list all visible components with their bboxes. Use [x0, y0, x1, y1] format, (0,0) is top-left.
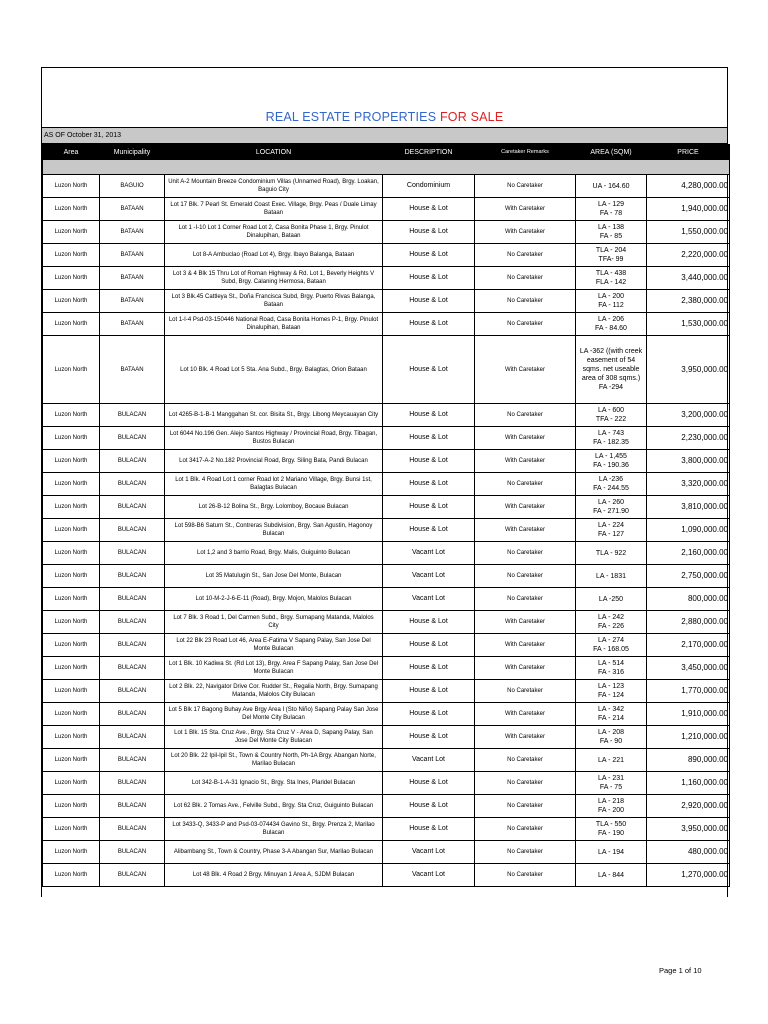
table-row [43, 198, 730, 221]
cell-location: Lot 1 -I-10 Lot 1 Corner Road Lot 2, Casa Bonita Phase 1, Brgy. Pinulot Dinalupihan, Bataan [165, 221, 383, 244]
cell-description: House & Lot [383, 611, 475, 634]
cell-caretaker: With Caretaker [475, 519, 576, 542]
cell-area-sqm: LA - 194 [576, 841, 647, 864]
cell-description: Vacant Lot [383, 841, 475, 864]
cell-municipality: BULACAN [100, 634, 165, 657]
cell-price: 2,230,000.00 [647, 427, 730, 450]
cell-location: Lot 35 Matulugin St., San Jose Del Monte, Bulacan [165, 565, 383, 588]
cell-caretaker: No Caretaker [475, 542, 576, 565]
cell-location: Lot 4265-B-1-B-1 Manggahan St. cor. Bisita St., Brgy. Libong Meycauayan City [165, 404, 383, 427]
cell-area: Luzon North [43, 519, 100, 542]
cell-area: Luzon North [43, 565, 100, 588]
cell-caretaker: No Caretaker [475, 565, 576, 588]
cell-description: Vacant Lot [383, 588, 475, 611]
cell-price: 1,550,000.00 [647, 221, 730, 244]
cell-price: 1,210,000.00 [647, 726, 730, 749]
cell-price: 2,160,000.00 [647, 542, 730, 565]
table-row [43, 657, 730, 680]
cell-area: Luzon North [43, 657, 100, 680]
cell-price: 480,000.00 [647, 841, 730, 864]
cell-price: 2,920,000.00 [647, 795, 730, 818]
cell-description: House & Lot [383, 726, 475, 749]
cell-price: 1,940,000.00 [647, 198, 730, 221]
cell-caretaker: With Caretaker [475, 221, 576, 244]
title-part-1: REAL ESTATE PROPERTIES [265, 110, 440, 124]
cell-location: Lot 3433-Q, 3433-P and Psd-03-074434 Gavino St., Brgy. Prenza 2, Marilao Bulacan [165, 818, 383, 841]
cell-municipality: BULACAN [100, 588, 165, 611]
cell-price: 1,530,000.00 [647, 313, 730, 336]
table-row [43, 336, 730, 404]
cell-municipality: BULACAN [100, 657, 165, 680]
cell-price: 3,950,000.00 [647, 336, 730, 404]
page-number: Page 1 of 10 [659, 966, 702, 975]
cell-caretaker: With Caretaker [475, 496, 576, 519]
cell-area: Luzon North [43, 726, 100, 749]
cell-municipality: BULACAN [100, 841, 165, 864]
cell-area-sqm: LA - 221 [576, 749, 647, 772]
cell-location: Lot 342-B-1-A-31 Ignacio St., Brgy. Sta Ines, Plaridel Bulacan [165, 772, 383, 795]
cell-price: 3,320,000.00 [647, 473, 730, 496]
cell-price: 890,000.00 [647, 749, 730, 772]
cell-municipality: BULACAN [100, 611, 165, 634]
cell-caretaker: With Caretaker [475, 657, 576, 680]
table-row [43, 427, 730, 450]
cell-area: Luzon North [43, 313, 100, 336]
table-row [43, 519, 730, 542]
cell-area: Luzon North [43, 267, 100, 290]
cell-municipality: BULACAN [100, 680, 165, 703]
cell-description: House & Lot [383, 772, 475, 795]
cell-description: House & Lot [383, 267, 475, 290]
table-row [43, 841, 730, 864]
cell-location: Lot 7 Blk. 3 Road 1, Del Carmen Subd., Brgy. Sumapang Matanda, Malolos City [165, 611, 383, 634]
cell-price: 2,380,000.00 [647, 290, 730, 313]
cell-description: House & Lot [383, 221, 475, 244]
table-row [43, 404, 730, 427]
cell-location: Lot 8-A Ambuclao (Road Lot 4), Brgy. Ibayo Balanga, Bataan [165, 244, 383, 267]
cell-location: Lot 20 Blk. 22 Ipil-Ipil St., Town & Country North, Ph-1A Brgy. Abangan Norte, Marilao Bulacan [165, 749, 383, 772]
cell-location: Lot 62 Blk. 2 Tomas Ave., Felville Subd., Brgy. Sta Cruz, Guiguinto Bulacan [165, 795, 383, 818]
cell-area: Luzon North [43, 198, 100, 221]
cell-location: Lot 3 Blk.45 Cattleya St., Doña Francisca Subd, Brgy. Puerto Rivas Balanga, Bataan [165, 290, 383, 313]
table-row [43, 772, 730, 795]
cell-area: Luzon North [43, 841, 100, 864]
cell-description: Condominium [383, 175, 475, 198]
cell-area-sqm: TLA - 922 [576, 542, 647, 565]
cell-area-sqm: LA - 1831 [576, 565, 647, 588]
cell-area: Luzon North [43, 404, 100, 427]
cell-caretaker: With Caretaker [475, 450, 576, 473]
cell-municipality: BULACAN [100, 726, 165, 749]
cell-area-sqm: LA - 224 FA - 127 [576, 519, 647, 542]
cell-municipality: BATAAN [100, 267, 165, 290]
cell-municipality: BULACAN [100, 772, 165, 795]
cell-location: Lot 1 Blk. 10 Kadiwa St. (Rd Lot 13), Brgy. Area F Sapang Palay, San Jose Del Monte Bulacan [165, 657, 383, 680]
table-row [43, 496, 730, 519]
properties-table [42, 144, 730, 887]
table-row [43, 267, 730, 290]
cell-caretaker: No Caretaker [475, 175, 576, 198]
cell-municipality: BULACAN [100, 818, 165, 841]
cell-municipality: BULACAN [100, 496, 165, 519]
cell-caretaker: No Caretaker [475, 841, 576, 864]
cell-caretaker: No Caretaker [475, 749, 576, 772]
cell-caretaker: No Caretaker [475, 473, 576, 496]
table-row [43, 290, 730, 313]
cell-area: Luzon North [43, 496, 100, 519]
cell-caretaker: No Caretaker [475, 772, 576, 795]
cell-area-sqm: LA - 218 FA - 200 [576, 795, 647, 818]
cell-area-sqm: LA - 242 FA - 226 [576, 611, 647, 634]
cell-area: Luzon North [43, 772, 100, 795]
cell-price: 800,000.00 [647, 588, 730, 611]
cell-area-sqm: LA - 260 FA - 271.90 [576, 496, 647, 519]
table-row [43, 634, 730, 657]
cell-description: House & Lot [383, 519, 475, 542]
cell-description: House & Lot [383, 336, 475, 404]
cell-description: House & Lot [383, 198, 475, 221]
header-price: PRICE [647, 145, 730, 160]
table-row [43, 818, 730, 841]
cell-area-sqm: TLA - 550 FA - 190 [576, 818, 647, 841]
table-header-row [43, 145, 730, 160]
cell-municipality: BULACAN [100, 864, 165, 887]
cell-area-sqm: LA - 514 FA - 316 [576, 657, 647, 680]
cell-caretaker: No Caretaker [475, 795, 576, 818]
cell-location: Lot 10-M-2-J-6-E-11 (Road), Brgy. Mojon, Malolos Bulacan [165, 588, 383, 611]
header-caretaker: Caretaker Remarks [475, 145, 576, 160]
cell-price: 3,200,000.00 [647, 404, 730, 427]
cell-area-sqm: LA - 600 TFA - 222 [576, 404, 647, 427]
cell-municipality: BATAAN [100, 313, 165, 336]
cell-description: Vacant Lot [383, 565, 475, 588]
cell-area: Luzon North [43, 703, 100, 726]
cell-location: Lot 2 Blk. 22, Navigator Drive Cor. Rudder St., Regalia North, Brgy. Sumapang Matanda, Malolos City Bulacan [165, 680, 383, 703]
cell-description: House & Lot [383, 450, 475, 473]
cell-area-sqm: LA - 274 FA - 168.05 [576, 634, 647, 657]
cell-description: House & Lot [383, 244, 475, 267]
cell-price: 1,270,000.00 [647, 864, 730, 887]
cell-municipality: BATAAN [100, 336, 165, 404]
cell-caretaker: With Caretaker [475, 634, 576, 657]
cell-caretaker: No Caretaker [475, 290, 576, 313]
cell-price: 2,750,000.00 [647, 565, 730, 588]
table-row [43, 611, 730, 634]
cell-area-sqm: LA - 1,455 FA - 190.36 [576, 450, 647, 473]
cell-area: Luzon North [43, 795, 100, 818]
table-row [43, 175, 730, 198]
header-area: Area [43, 145, 100, 160]
cell-area-sqm: TLA - 438 FLA - 142 [576, 267, 647, 290]
document-sheet [41, 67, 728, 897]
table-row [43, 795, 730, 818]
cell-caretaker: With Caretaker [475, 336, 576, 404]
cell-description: House & Lot [383, 404, 475, 427]
cell-area: Luzon North [43, 290, 100, 313]
cell-price: 4,280,000.00 [647, 175, 730, 198]
cell-municipality: BULACAN [100, 749, 165, 772]
cell-area-sqm: UA - 164.60 [576, 175, 647, 198]
header-location: LOCATION [165, 145, 383, 160]
cell-area: Luzon North [43, 588, 100, 611]
table-row [43, 703, 730, 726]
cell-area: Luzon North [43, 244, 100, 267]
cell-area-sqm: LA - 844 [576, 864, 647, 887]
cell-area-sqm: LA - 342 FA - 214 [576, 703, 647, 726]
cell-municipality: BAGUIO [100, 175, 165, 198]
cell-caretaker: No Caretaker [475, 818, 576, 841]
cell-description: House & Lot [383, 657, 475, 680]
cell-description: House & Lot [383, 473, 475, 496]
cell-location: Lot 6044 No.196 Gen. Alejo Santos Highway / Provincial Road, Brgy. Tibagan, Bustos Bulacan [165, 427, 383, 450]
table-row [43, 864, 730, 887]
cell-area: Luzon North [43, 611, 100, 634]
cell-caretaker: No Caretaker [475, 864, 576, 887]
cell-area: Luzon North [43, 818, 100, 841]
cell-caretaker: With Caretaker [475, 198, 576, 221]
cell-area-sqm: LA - 129 FA - 78 [576, 198, 647, 221]
table-row [43, 450, 730, 473]
cell-description: House & Lot [383, 427, 475, 450]
table-row [43, 473, 730, 496]
cell-price: 3,810,000.00 [647, 496, 730, 519]
cell-location: Lot 26-B-12 Bolina St., Brgy. Lolomboy, Bocaue Bulacan [165, 496, 383, 519]
cell-location: Lot 48 Blk. 4 Road 2 Brgy. Minuyan 1 Area A, SJDM Bulacan [165, 864, 383, 887]
cell-area-sqm: LA -250 [576, 588, 647, 611]
cell-caretaker: No Caretaker [475, 267, 576, 290]
cell-price: 2,220,000.00 [647, 244, 730, 267]
cell-caretaker: With Caretaker [475, 703, 576, 726]
cell-description: House & Lot [383, 496, 475, 519]
cell-price: 1,910,000.00 [647, 703, 730, 726]
cell-price: 3,440,000.00 [647, 267, 730, 290]
cell-area: Luzon North [43, 221, 100, 244]
cell-price: 3,800,000.00 [647, 450, 730, 473]
cell-area: Luzon North [43, 680, 100, 703]
cell-price: 3,950,000.00 [647, 818, 730, 841]
cell-area-sqm: LA - 200 FA - 112 [576, 290, 647, 313]
cell-municipality: BULACAN [100, 542, 165, 565]
cell-municipality: BATAAN [100, 290, 165, 313]
cell-location: Lot 10 Blk. 4 Road Lot 5 Sta. Ana Subd., Brgy. Balagtas, Orion Bataan [165, 336, 383, 404]
document-title [42, 110, 727, 124]
cell-location: Lot 3417-A-2 No.182 Provincial Road, Brgy. Siling Bata, Pandi Bulacan [165, 450, 383, 473]
cell-description: House & Lot [383, 818, 475, 841]
cell-location: Lot 1-I-4 Psd-03-150446 National Road, Casa Bonita Homes P-1, Brgy. Pinulot Dinalupihan, Bataan [165, 313, 383, 336]
cell-caretaker: With Caretaker [475, 611, 576, 634]
cell-description: Vacant Lot [383, 749, 475, 772]
cell-price: 1,770,000.00 [647, 680, 730, 703]
table-row [43, 244, 730, 267]
table-row [43, 726, 730, 749]
header-description: DESCRIPTION [383, 145, 475, 160]
table-row [43, 313, 730, 336]
cell-description: House & Lot [383, 795, 475, 818]
cell-caretaker: With Caretaker [475, 427, 576, 450]
spacer-row [43, 160, 730, 175]
cell-caretaker: No Caretaker [475, 244, 576, 267]
cell-area-sqm: LA - 743 FA - 182.35 [576, 427, 647, 450]
as-of-date: AS OF October 31, 2013 [42, 127, 727, 144]
cell-area: Luzon North [43, 634, 100, 657]
cell-municipality: BULACAN [100, 450, 165, 473]
cell-caretaker: No Caretaker [475, 404, 576, 427]
cell-description: House & Lot [383, 290, 475, 313]
cell-area: Luzon North [43, 542, 100, 565]
cell-municipality: BULACAN [100, 427, 165, 450]
cell-location: Lot 3 & 4 Blk 15 Thru Lot of Roman Highway & Rd. Lot 1, Beverly Heights V Subd, Brgy. Calaning Hermosa, Bataan [165, 267, 383, 290]
cell-area-sqm: LA - 206 FA - 84.60 [576, 313, 647, 336]
cell-description: Vacant Lot [383, 864, 475, 887]
title-part-2: FOR SALE [439, 110, 504, 124]
cell-price: 2,880,000.00 [647, 611, 730, 634]
cell-area-sqm: LA - 208 FA - 90 [576, 726, 647, 749]
cell-municipality: BATAAN [100, 244, 165, 267]
cell-municipality: BATAAN [100, 221, 165, 244]
cell-caretaker: No Caretaker [475, 313, 576, 336]
cell-area: Luzon North [43, 336, 100, 404]
cell-description: Vacant Lot [383, 542, 475, 565]
table-row [43, 565, 730, 588]
cell-area-sqm: LA -236 FA - 244.55 [576, 473, 647, 496]
cell-caretaker: No Caretaker [475, 588, 576, 611]
cell-location: Lot 22 Blk 23 Road Lot 46, Area E-Fatima V Sapang Palay, San Jose Del Monte Bulacan [165, 634, 383, 657]
cell-area-sqm: LA - 231 FA - 75 [576, 772, 647, 795]
cell-caretaker: No Caretaker [475, 680, 576, 703]
cell-municipality: BULACAN [100, 703, 165, 726]
cell-area-sqm: LA -362 ((with creek easement of 54 sqms. net useable area of 308 sqms.) FA -294 [576, 336, 647, 404]
header-municipality: Municipality [100, 145, 165, 160]
cell-price: 3,450,000.00 [647, 657, 730, 680]
cell-area-sqm: LA - 123 FA - 124 [576, 680, 647, 703]
cell-municipality: BULACAN [100, 404, 165, 427]
cell-area: Luzon North [43, 864, 100, 887]
cell-area: Luzon North [43, 427, 100, 450]
header-area-sqm: AREA (SQM) [576, 145, 647, 160]
cell-municipality: BULACAN [100, 795, 165, 818]
cell-description: House & Lot [383, 313, 475, 336]
cell-municipality: BULACAN [100, 473, 165, 496]
cell-location: Lot 5 Blk 17 Bagong Buhay Ave Brgy Area I (Sto Niño) Sapang Palay San Jose Del Monte City Bulacan [165, 703, 383, 726]
cell-location: Lot 1 Blk. 15 Sta. Cruz Ave., Brgy. Sta Cruz V - Area D, Sapang Palay, San Jose Del Monte City Bulacan [165, 726, 383, 749]
cell-price: 2,170,000.00 [647, 634, 730, 657]
cell-price: 1,090,000.00 [647, 519, 730, 542]
cell-description: House & Lot [383, 634, 475, 657]
cell-location: Lot 598-B6 Saturn St., Contreras Subdivision, Brgy. San Agustin, Hagonoy Bulacan [165, 519, 383, 542]
table-row [43, 680, 730, 703]
cell-location: Lot 17 Blk. 7 Pearl St. Emerald Coast Exec. Village, Brgy. Peas / Duale Limay Bataan [165, 198, 383, 221]
cell-area: Luzon North [43, 175, 100, 198]
table-row [43, 749, 730, 772]
cell-price: 1,160,000.00 [647, 772, 730, 795]
table-row [43, 588, 730, 611]
cell-municipality: BULACAN [100, 519, 165, 542]
cell-area: Luzon North [43, 473, 100, 496]
cell-location: Unit A-2 Mountain Breeze Condominium Villas (Unnamed Road), Brgy. Loakan, Baguio City [165, 175, 383, 198]
cell-municipality: BATAAN [100, 198, 165, 221]
cell-area-sqm: TLA - 204 TFA- 99 [576, 244, 647, 267]
table-row [43, 221, 730, 244]
cell-location: Lot 1 Blk. 4 Road Lot 1 corner Road lot 2 Mariano Village, Brgy. Bunsi 1st, Balagtas Bulacan [165, 473, 383, 496]
cell-location: Alibambang St., Town & Country, Phase 3-A Abangan Sur, Marilao Bulacan [165, 841, 383, 864]
table-row [43, 542, 730, 565]
cell-location: Lot 1,2 and 3 barrio Road, Brgy. Malis, Guiguinto Bulacan [165, 542, 383, 565]
cell-area-sqm: LA - 138 FA - 85 [576, 221, 647, 244]
cell-municipality: BULACAN [100, 565, 165, 588]
cell-area: Luzon North [43, 450, 100, 473]
cell-caretaker: With Caretaker [475, 726, 576, 749]
cell-area: Luzon North [43, 749, 100, 772]
cell-description: House & Lot [383, 680, 475, 703]
cell-description: House & Lot [383, 703, 475, 726]
